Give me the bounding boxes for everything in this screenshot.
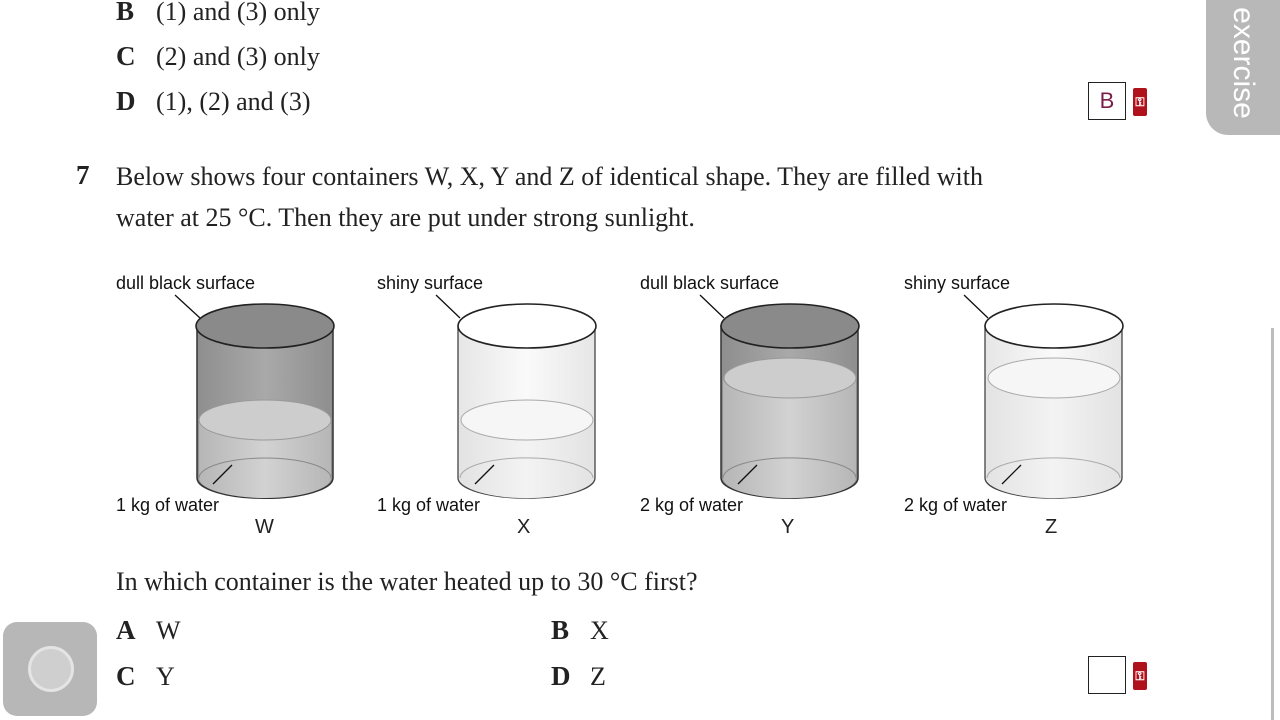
option-b-letter: B (116, 0, 135, 26)
water-label-x: 1 kg of water (377, 495, 481, 515)
container-caption-y: Y (781, 516, 795, 538)
key-icon[interactable]: ⚿ (1133, 88, 1147, 116)
container-w (175, 295, 334, 498)
answer-box-q7[interactable] (1088, 656, 1126, 694)
option-d-letter: D (116, 86, 136, 116)
q7-option-b-text: X (590, 616, 609, 645)
question-prompt: In which container is the water heated up to 30 °C first? (116, 567, 698, 596)
q7-option-b-letter: B (551, 615, 570, 645)
home-button-icon (28, 646, 74, 692)
water-label-y: 2 kg of water (640, 495, 744, 515)
surface-label-y: dull black surface (640, 273, 780, 293)
option-b-text: (1) and (3) only (156, 0, 320, 26)
container-y (700, 295, 859, 498)
surface-label-w: dull black surface (116, 273, 256, 293)
q7-option-a-letter: A (116, 615, 136, 645)
q7-option-a-text: W (156, 616, 181, 645)
container-x (436, 295, 596, 498)
scrollbar[interactable] (1271, 328, 1274, 720)
answer-box-prev[interactable]: B (1088, 82, 1126, 120)
container-caption-z: Z (1045, 516, 1058, 538)
home-button[interactable] (3, 622, 97, 716)
q7-option-d-letter: D (551, 661, 571, 691)
exercise-tab-label: exercise (1227, 6, 1260, 119)
surface-label-x: shiny surface (377, 273, 484, 293)
option-d-text: (1), (2) and (3) (156, 87, 311, 116)
question-text-line2: water at 25 °C. Then they are put under strong sunlight. (116, 203, 695, 232)
container-caption-x: X (517, 516, 531, 538)
q7-option-c-letter: C (116, 661, 136, 691)
water-label-z: 2 kg of water (904, 495, 1008, 515)
water-label-w: 1 kg of water (116, 495, 220, 515)
surface-label-z: shiny surface (904, 273, 1011, 293)
container-caption-w: W (255, 516, 274, 538)
q7-option-d-text: Z (590, 662, 606, 691)
question-number: 7 (76, 160, 90, 190)
key-icon[interactable]: ⚿ (1133, 662, 1147, 690)
container-z (964, 295, 1123, 498)
question-text-line1: Below shows four containers W, X, Y and Z of identical shape. They are filled with (116, 162, 983, 191)
option-c-letter: C (116, 41, 136, 71)
option-c-text: (2) and (3) only (156, 42, 320, 71)
q7-option-c-text: Y (156, 662, 175, 691)
